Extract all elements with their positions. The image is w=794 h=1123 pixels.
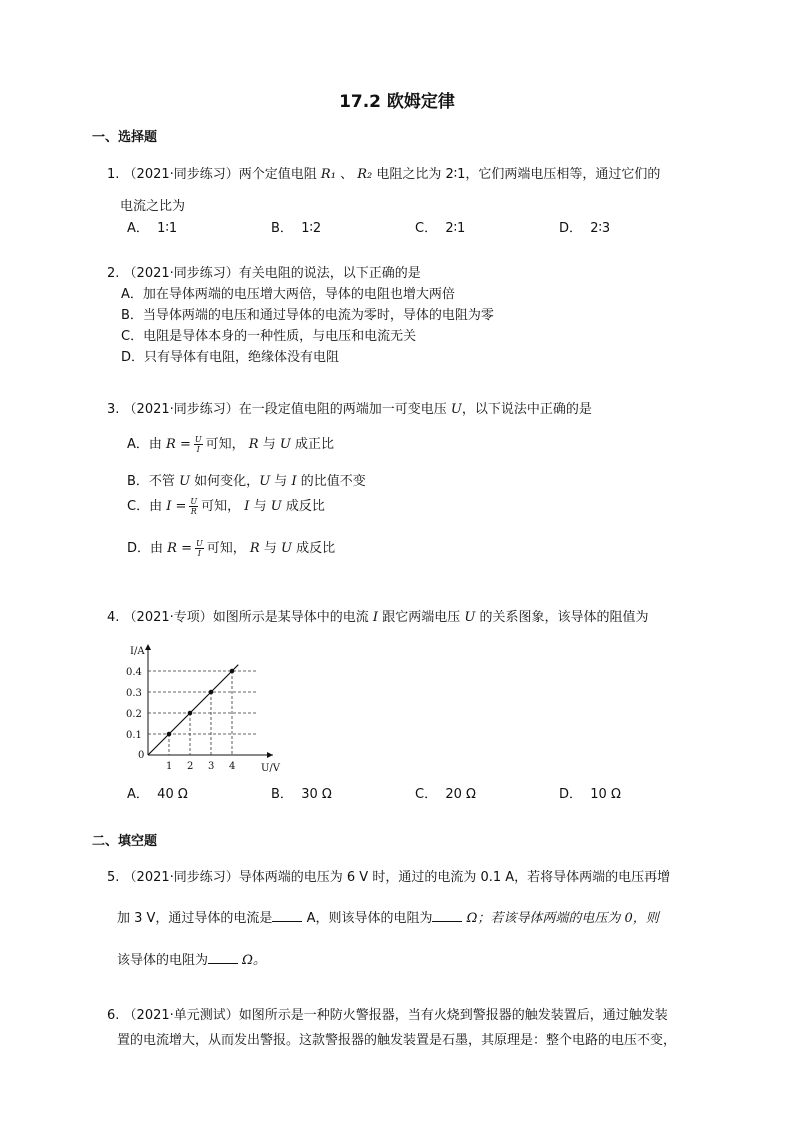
question-5-line3: 该导体的电阻为 Ω。 bbox=[117, 953, 266, 968]
question-4 bbox=[107, 606, 648, 625]
question-2 bbox=[107, 262, 421, 281]
q2-option-b[interactable]: B．当导体两端的电压和通过导体的电流为零时，导体的电阻为零 bbox=[121, 308, 494, 323]
var-u: U bbox=[450, 402, 462, 417]
var-r1: R₁ bbox=[320, 167, 336, 182]
question-source-tag: （2021·同步练习） bbox=[123, 266, 239, 281]
q2-option-c[interactable]: C．电阻是导体本身的一种性质，与电压和电流无关 bbox=[121, 329, 417, 344]
question-number: 3. bbox=[107, 402, 120, 417]
question-source-tag: （2021·单元测试） bbox=[123, 1008, 239, 1023]
answer-blank-resistance[interactable] bbox=[432, 909, 462, 922]
question-1-line2: 电流之比为 bbox=[120, 199, 186, 214]
q2-option-d[interactable]: D．只有导体有电阻，绝缘体没有电阻 bbox=[121, 350, 340, 365]
answer-blank-resistance-zero[interactable] bbox=[208, 951, 238, 964]
var-u: U bbox=[464, 610, 476, 625]
x-axis-label: U/V bbox=[261, 763, 281, 774]
question-text: 两个定值电阻 bbox=[238, 167, 317, 182]
question-source-tag: （2021·同步练习） bbox=[123, 402, 239, 417]
var-r2: R₂ bbox=[357, 167, 373, 182]
fraction-u-over-i: $\frac{U}{I}$ bbox=[195, 539, 203, 558]
q4-option-a[interactable]: A． 40 Ω bbox=[127, 787, 188, 802]
question-source-tag: （2021·专项） bbox=[123, 610, 213, 625]
question-text: 导体两端的电压为 6 V 时，通过的电流为 0.1 A，若将导体两端的电压再增 bbox=[238, 870, 671, 885]
origin-label: 0 bbox=[138, 750, 145, 761]
y-tick-label: 0.1 bbox=[126, 730, 142, 741]
fraction-u-over-i: $\frac{U}{I}$ bbox=[194, 435, 202, 454]
q1-option-d[interactable]: D． 2∶3 bbox=[559, 221, 611, 236]
separator: 、 bbox=[340, 167, 354, 182]
question-text: 在一段定值电阻的两端加一可变电压 bbox=[238, 402, 447, 417]
x-tick-label: 2 bbox=[187, 761, 194, 772]
section-fill-heading: 二、填空题 bbox=[92, 834, 158, 849]
question-source-tag: （2021·同步练习） bbox=[123, 870, 239, 885]
q1-option-c[interactable]: C． 2∶1 bbox=[415, 221, 466, 236]
question-source-tag: （2021·同步练习） bbox=[123, 167, 239, 182]
q1-option-a[interactable]: A． 1∶1 bbox=[127, 221, 178, 236]
q4-option-c[interactable]: C． 20 Ω bbox=[415, 787, 476, 802]
question-6-line2: 置的电流增大，从而发出警报。这款警报器的触发装置是石墨，其原理是：整个电路的电压不变， bbox=[117, 1033, 677, 1048]
q4-option-d[interactable]: D． 10 Ω bbox=[559, 787, 621, 802]
y-tick-label: 0.2 bbox=[126, 709, 142, 720]
question-text-end: ，以下说法中正确的是 bbox=[461, 402, 592, 417]
y-tick-label: 0.4 bbox=[126, 667, 142, 678]
data-point bbox=[209, 690, 214, 695]
q3-option-d[interactable]: D．由 R = $\frac{U}{I}$ 可知， R 与 U 成反比 bbox=[127, 539, 336, 558]
question-3 bbox=[107, 398, 592, 417]
data-line bbox=[148, 665, 238, 755]
data-point bbox=[188, 711, 193, 716]
section-choice-heading: 一、选择题 bbox=[92, 130, 158, 145]
question-5-line2: 加 3 V，通过导体的电流是 A，则该导体的电阻为 Ω；若该导体两端的电压为 0，则 bbox=[117, 911, 659, 926]
question-5 bbox=[107, 866, 670, 885]
question-text: 电阻之比为 2∶1，它们两端电压相等，通过它们的 bbox=[376, 167, 661, 182]
x-tick-label: 1 bbox=[166, 761, 173, 772]
q2-option-a[interactable]: A．加在导体两端的电压增大两倍，导体的电阻也增大两倍 bbox=[121, 287, 455, 302]
question-number: 5. bbox=[107, 870, 120, 885]
question-number: 2. bbox=[107, 266, 120, 281]
question-6 bbox=[107, 1004, 668, 1023]
i-u-graph bbox=[110, 630, 295, 775]
question-text: 跟它两端电压 bbox=[382, 610, 461, 625]
data-point bbox=[230, 669, 235, 674]
question-text: 的关系图象，该导体的阻值为 bbox=[479, 610, 649, 625]
fraction-u-over-r: $\frac{U}{R}$ bbox=[190, 497, 198, 516]
answer-blank-current[interactable] bbox=[272, 909, 302, 922]
question-1 bbox=[107, 163, 660, 182]
q3-option-c[interactable]: C．由 I = $\frac{U}{R}$ 可知， I 与 U 成反比 bbox=[127, 497, 325, 516]
y-tick-label: 0.3 bbox=[126, 688, 142, 699]
y-axis-label: I/A bbox=[130, 646, 145, 657]
q3-option-a[interactable]: A．由 R = $\frac{U}{I}$ 可知， R 与 U 成正比 bbox=[127, 435, 334, 454]
q1-option-b[interactable]: B． 1∶2 bbox=[271, 221, 322, 236]
x-tick-label: 4 bbox=[229, 761, 236, 772]
question-text: 如图所示是某导体中的电流 bbox=[212, 610, 369, 625]
question-number: 6. bbox=[107, 1008, 120, 1023]
question-number: 4. bbox=[107, 610, 120, 625]
question-number: 1. bbox=[107, 167, 120, 182]
x-tick-label: 3 bbox=[208, 761, 215, 772]
x-axis-arrow bbox=[267, 752, 273, 758]
q4-option-b[interactable]: B． 30 Ω bbox=[271, 787, 332, 802]
y-axis-arrow bbox=[145, 644, 151, 650]
q3-option-b[interactable]: B．不管 U 如何变化，U 与 I 的比值不变 bbox=[127, 474, 366, 489]
question-text: 如图所示是一种防火警报器，当有火烧到警报器的触发装置后，通过触发装 bbox=[238, 1008, 668, 1023]
question-text: 有关电阻的说法，以下正确的是 bbox=[238, 266, 421, 281]
page-title: 17.2 欧姆定律 bbox=[339, 92, 455, 112]
data-point bbox=[167, 732, 172, 737]
var-i: I bbox=[372, 610, 379, 625]
